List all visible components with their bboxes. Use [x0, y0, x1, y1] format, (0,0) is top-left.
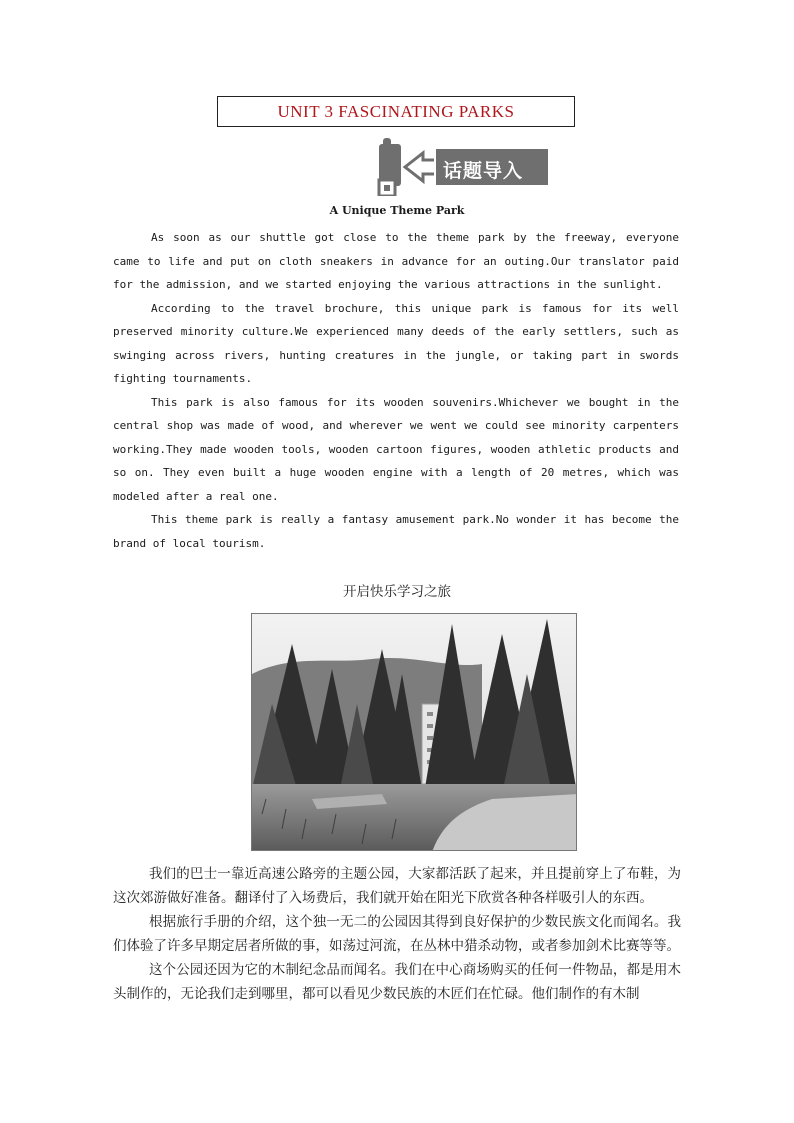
chinese-paragraph: 这个公园还因为它的木制纪念品而闻名。我们在中心商场购买的任何一件物品，都是用木头制作的，无论我们走到哪里，都可以看见少数民族的木匠们在忙碌。他们制作的有木制 [113, 962, 681, 1002]
chinese-paragraph: 我们的巴士一靠近高速公路旁的主题公园，大家都活跃了起来，并且提前穿上了布鞋，为这次郊游做好准备。翻译付了入场费后，我们就开始在阳光下欣赏各种各样吸引人的东西。 [113, 866, 681, 906]
chinese-translation [113, 862, 681, 1006]
english-paragraph: According to the travel brochure, this unique park is famous for its well preserved minority culture.We experienced many deeds of the early settlers, such as swinging across rivers, hunting creatures in the jungle, or taking part in swords fighting tournaments. [113, 301, 679, 385]
topic-intro-banner [377, 138, 552, 196]
article-title: A Unique Theme Park [329, 204, 465, 217]
chinese-paragraph: 根据旅行手册的介绍，这个独一无二的公园因其得到良好保护的少数民族文化而闻名。我们体验了许多早期定居者所做的事，如荡过河流，在丛林中猎杀动物，或者参加剑术比赛等等。 [113, 914, 681, 954]
english-passage [113, 226, 679, 555]
forest-park-image [252, 614, 577, 851]
unit-title-box [217, 96, 575, 127]
banner-label: 话题导入 [443, 160, 524, 182]
english-paragraph: As soon as our shuttle got close to the theme park by the freeway, everyone came to life and put on cloth sneakers in advance for an outing.Our translator paid for the admission, and we started enjoying the various attractions in the sunlight. [113, 231, 679, 291]
english-paragraph: This park is also famous for its wooden souvenirs.Whichever we bought in the central shop was made of wood, and wherever we went we could see minority carpenters working.They made wooden tools, wooden cartoon figures, wooden athletic products and so on. They even built a huge wooden engine with a length of 20 metres, which was modeled after a real one. [113, 395, 679, 503]
unit-title: UNIT 3 FASCINATING PARKS [277, 101, 515, 121]
park-photo [251, 613, 577, 851]
english-paragraph: This theme park is really a fantasy amusement park.No wonder it has become the brand of local tourism. [113, 513, 679, 550]
translation-heading: 开启快乐学习之旅 [343, 584, 451, 600]
